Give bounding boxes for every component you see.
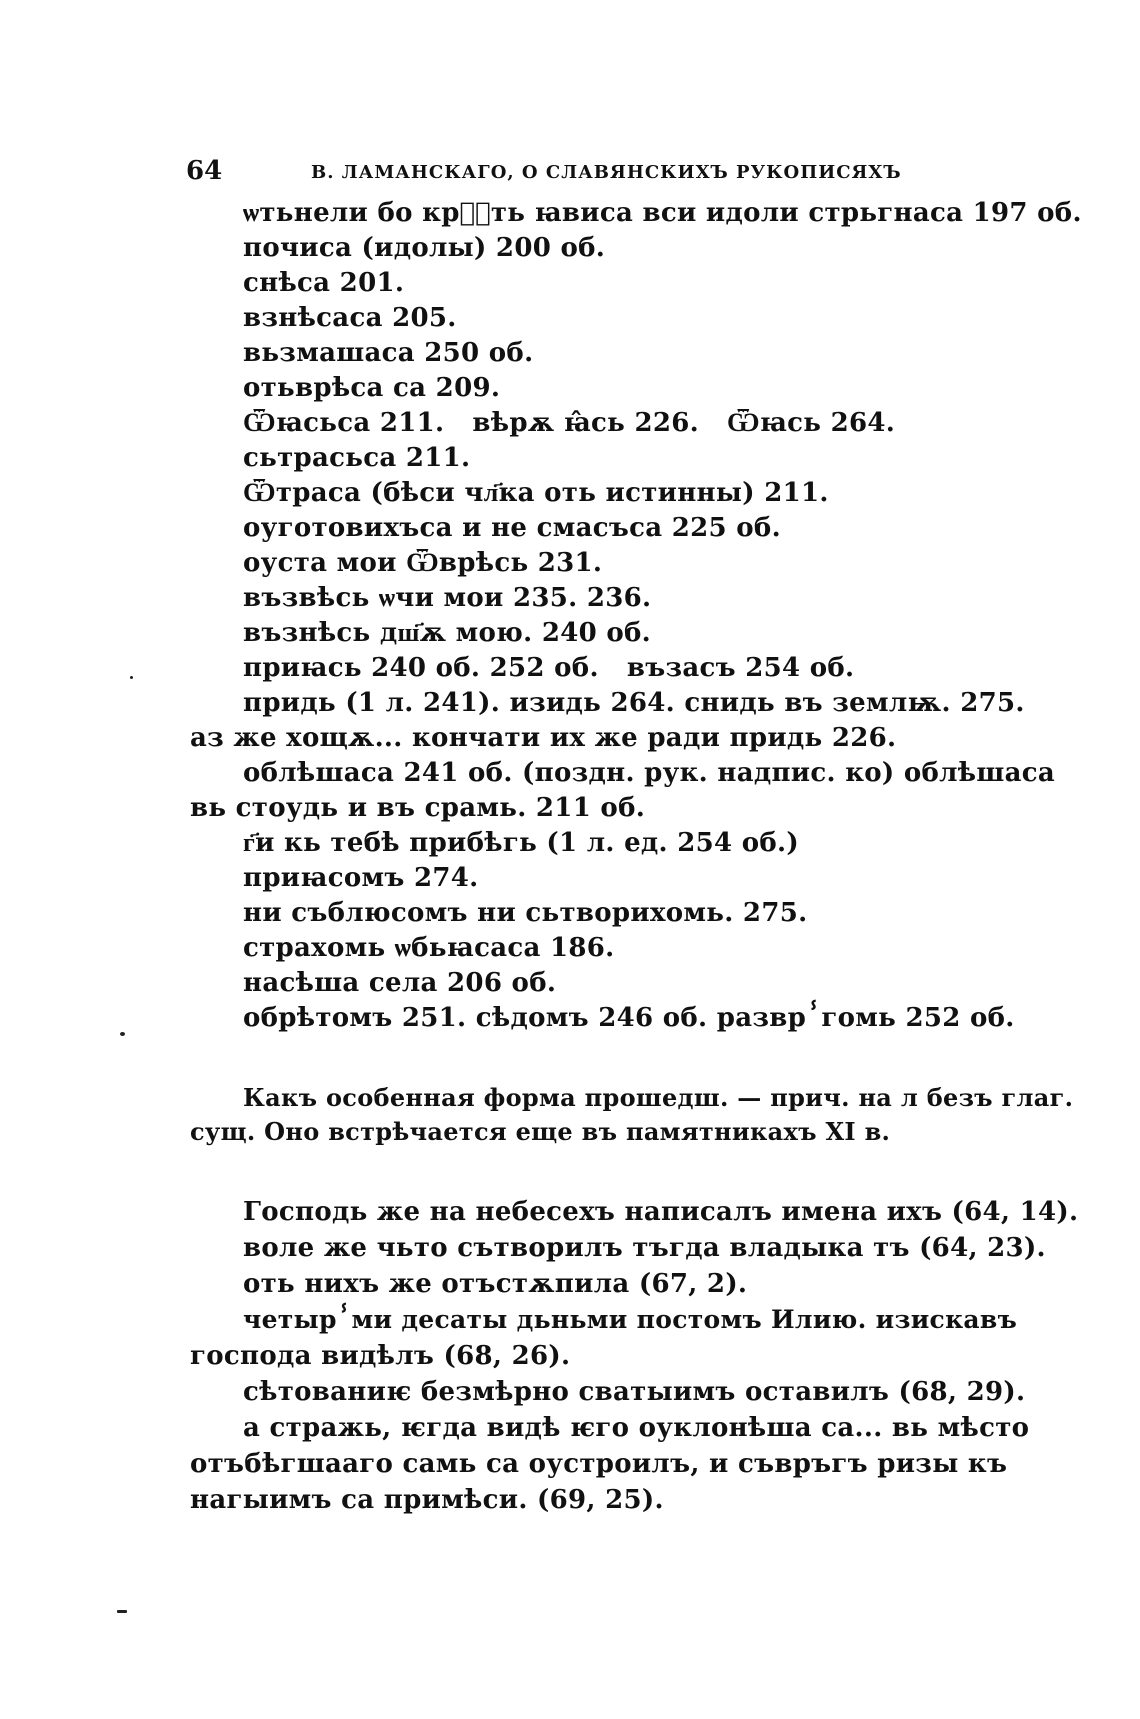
list-line: аз же хощѫ... кончати их же ради придь 226. [190, 723, 897, 753]
quote-line: воле же чьто сътворилъ тъгда владыка тъ (64, 23). [243, 1233, 1046, 1263]
list-line: възвѣсь ѡчи мои 235. 236. [243, 583, 652, 613]
quote-line: господа видѣлъ (68, 26). [190, 1341, 571, 1371]
list-line: приꙗсомъ 274. [243, 863, 479, 893]
list-line: Ѿꙗсьса 211. вѣрѫ ꙗ̂сь 226. Ѿꙗсь 264. [243, 408, 896, 438]
list-line: Ѿтраса (бѣси чл҃ка оть истинны) 211. [243, 478, 829, 508]
note-line: Какъ особенная форма прошедш. — прич. на л безъ глаг. [243, 1083, 1074, 1112]
list-line: взнѣсаса 205. [243, 303, 457, 333]
scan-speck [120, 1032, 125, 1036]
list-line: приꙗсь 240 об. 252 об. възасъ 254 об. [243, 653, 855, 683]
scan-speck [130, 676, 133, 679]
list-line: ѡтьнели бо крⷭ҇ть ꙗвиса вси идоли стрьгнаса 197 об. [243, 198, 1082, 228]
quote-line: Господь же на небесехъ написалъ имена ихъ (64, 14). [243, 1197, 1079, 1227]
list-line: насѣша села 206 об. [243, 968, 557, 998]
page-header [186, 156, 946, 186]
list-line: почиса (идолы) 200 об. [243, 233, 606, 263]
quote-line: оть нихъ же отъстѫпила (67, 2). [243, 1269, 748, 1299]
quote-line: сѣтованиѥ безмѣрно сватыимъ оставилъ (68, 29). [243, 1377, 1026, 1407]
list-line: вь стоудь и въ срамь. 211 об. [190, 793, 646, 823]
quote-line: отъбѣгшааго самь са оустроилъ, и съвръгъ ризы къ [190, 1449, 1008, 1479]
quote-line: нагыимъ са примѣси. (69, 25). [190, 1485, 664, 1515]
list-line: сьтрасьса 211. [243, 443, 471, 473]
list-line: облѣшаса 241 об. (поздн. рук. надпис. ко) облѣшаса [243, 758, 1056, 788]
list-line: вьзмашаса 250 об. [243, 338, 534, 368]
list-line: ни съблюсомъ ни сьтворихомь. 275. [243, 898, 808, 928]
quote-line: а стражь, ѥгда видѣ ѥго оуклонѣша са... вь мѣсто [243, 1413, 1030, 1443]
list-line: отьврѣса са 209. [243, 373, 501, 403]
list-line: възнѣсь дш҃ѫ мою. 240 об. [243, 618, 651, 648]
quote-line: четырⸯми десаты дьньми постомъ Илию. изискавъ [243, 1305, 1018, 1334]
list-line: оуста мои Ѿврѣсь 231. [243, 548, 603, 578]
list-line: г҃и кь тебѣ прибѣгь (1 л. ед. 254 об.) [243, 828, 800, 858]
running-head: В. ЛАМАНСКАГО, О СЛАВЯНСКИХЪ РУКОПИСЯХЪ [311, 162, 902, 183]
list-line: снѣса 201. [243, 268, 405, 298]
page-number: 64 [186, 156, 223, 186]
list-line: придь (1 л. 241). изидь 264. снидь въ землѭ. 275. [243, 688, 1025, 718]
list-line: обрѣтомъ 251. сѣдомъ 246 об. разврⸯгомь 252 об. [243, 1003, 1015, 1033]
list-line: страхомь ѡбьꙗсаса 186. [243, 933, 615, 963]
scan-speck [117, 1610, 127, 1613]
note-line: сущ. Оно встрѣчается еще въ памятникахъ XI в. [190, 1117, 891, 1146]
list-line: оуготовихъса и не смасъса 225 об. [243, 513, 781, 543]
